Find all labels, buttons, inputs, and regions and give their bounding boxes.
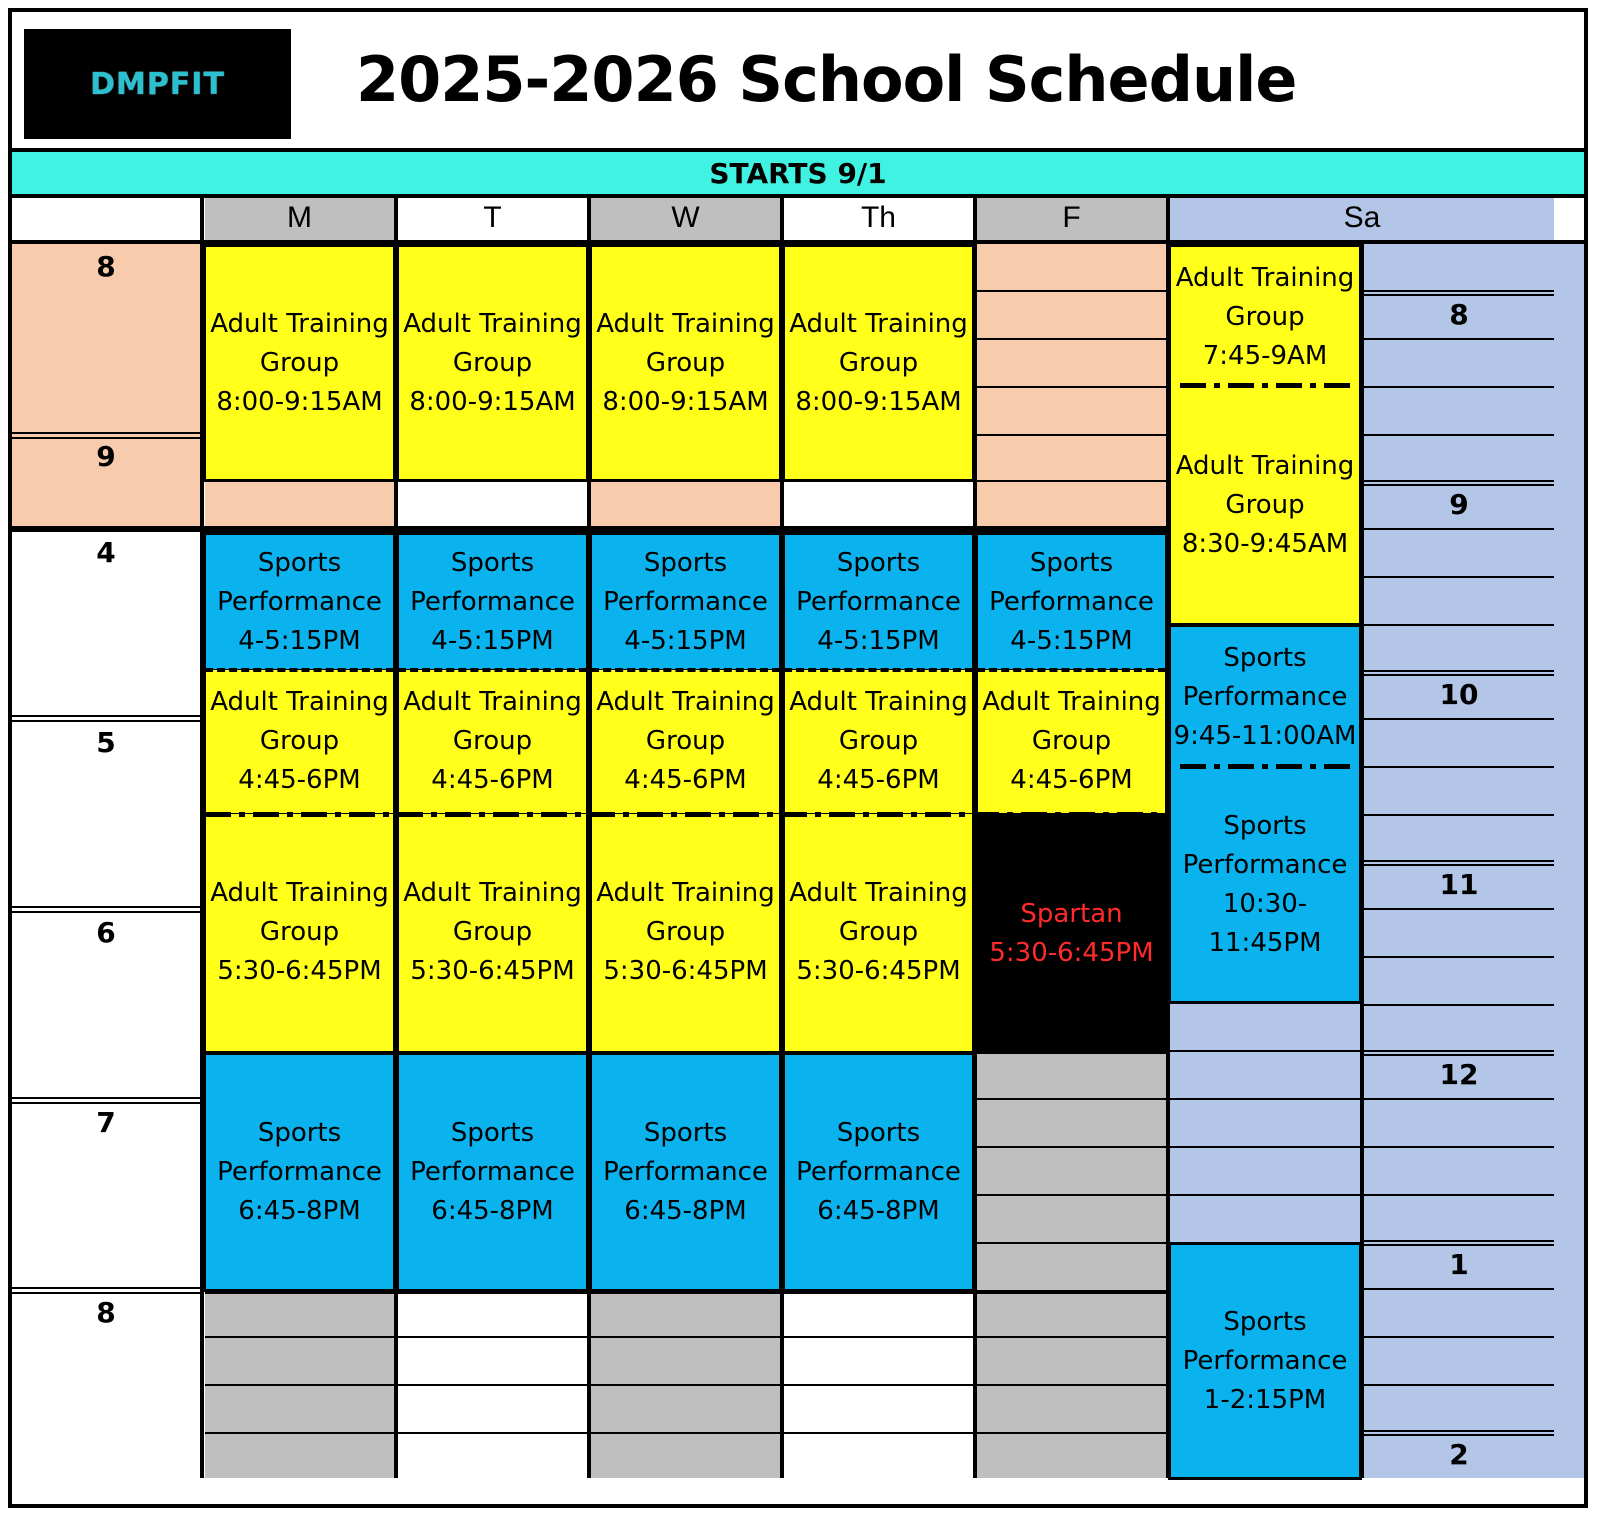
block-sub: Group [838, 347, 919, 378]
grid-rule [1364, 766, 1554, 768]
column-divider [394, 198, 398, 1478]
block-title: Sports [1029, 547, 1114, 578]
wed-morning-open [591, 480, 780, 526]
block-title: Spartan [1020, 899, 1123, 929]
block-title: Sports [257, 1117, 342, 1148]
sat-hour-label-2: 2 [1449, 1438, 1469, 1471]
mon-adult-training-445[interactable] [203, 670, 396, 816]
block-time: 4:45-6PM [431, 765, 554, 795]
block-title: Sports [1223, 810, 1307, 841]
page-title: 2025-2026 School Schedule [356, 43, 1297, 116]
thu-adult-training-445[interactable] [782, 670, 975, 816]
block-title: Sports [836, 1117, 921, 1148]
block-time: 6:45-8PM [817, 1195, 940, 1226]
block-title: Adult Training [789, 687, 968, 717]
block-title: Adult Training [403, 308, 582, 339]
hour-rule [12, 911, 200, 913]
block-sub: Group [1225, 302, 1305, 332]
thu-sports-performance-4pm[interactable] [782, 532, 975, 672]
block-time: 8:00-9:15AM [409, 386, 576, 417]
grid-rule [1364, 1288, 1554, 1290]
tue-adult-training-445[interactable] [396, 670, 589, 816]
grid-rule [1364, 576, 1554, 578]
grid-rule [977, 434, 1166, 436]
wed-adult-training-morning[interactable] [589, 244, 782, 482]
grid-rule [1364, 338, 1554, 340]
grid-rule [977, 1098, 1166, 1100]
thu-sports-performance-645[interactable] [782, 1052, 975, 1292]
friday-morning-open [977, 244, 1166, 526]
hour-label-8pm: 8 [96, 1296, 116, 1329]
block-title: Sports [450, 1117, 535, 1148]
block-sub: Performance [410, 1156, 575, 1187]
block-time-line2: 11:45PM [1208, 927, 1322, 958]
block-sub: Group [645, 347, 726, 378]
grid-rule [205, 1290, 1166, 1294]
sat-sports-performance-1pm[interactable] [1168, 1242, 1362, 1480]
grid-rule [1364, 484, 1554, 486]
grid-rule [977, 1146, 1166, 1148]
hour-rule [12, 906, 200, 908]
hour-rule [12, 1102, 200, 1104]
hour-rule [12, 1097, 200, 1099]
fri-sports-performance-4pm[interactable] [975, 532, 1168, 672]
grid-rule [1364, 290, 1554, 292]
grid-rule [1364, 956, 1554, 958]
day-header-monday: M [205, 198, 394, 240]
mon-adult-training-morning[interactable] [203, 244, 396, 482]
grid-rule [977, 290, 1166, 292]
grid-rule [977, 338, 1166, 340]
fri-adult-training-445[interactable] [975, 670, 1168, 816]
sat-hour-label-12: 12 [1439, 1058, 1479, 1091]
block-title: Adult Training [789, 308, 968, 339]
block-title: Adult Training [1175, 263, 1355, 293]
block-time: 4-5:15PM [238, 625, 361, 656]
block-time: 5:30-6:45PM [603, 956, 768, 986]
block-time: 4-5:15PM [1010, 625, 1133, 656]
grid-rule [977, 386, 1166, 388]
block-time: 8:00-9:15AM [602, 386, 769, 417]
grid-rule [1364, 1240, 1554, 1242]
day-header-wednesday: W [591, 198, 780, 240]
sat-hour-label-1: 1 [1449, 1248, 1469, 1281]
grid-rule [1364, 434, 1554, 436]
wed-adult-training-445[interactable] [589, 670, 782, 816]
block-title: Sports [450, 547, 535, 578]
logo-text: DMPFIT [90, 66, 225, 102]
block-time: 4:45-6PM [817, 765, 940, 795]
block-sub: Performance [410, 586, 575, 617]
block-sub: Group [259, 917, 340, 947]
block-sub: Performance [217, 586, 382, 617]
sat-sports-performance-945[interactable] [1168, 624, 1362, 768]
block-title: Adult Training [403, 878, 582, 908]
block-sub: Group [838, 726, 919, 756]
hour-rule [12, 437, 200, 439]
wed-sports-performance-4pm[interactable] [589, 532, 782, 672]
sat-adult-training-830[interactable] [1168, 388, 1362, 626]
block-title: Adult Training [596, 878, 775, 908]
grid-rule [1364, 624, 1554, 626]
block-time: 4:45-6PM [1010, 765, 1133, 795]
fri-spartan-530[interactable] [975, 814, 1168, 1054]
block-time: 6:45-8PM [238, 1195, 361, 1226]
column-divider [200, 198, 204, 1478]
sat-sports-performance-1030[interactable] [1168, 768, 1362, 1004]
grid-rule [1364, 386, 1554, 388]
block-sub: Performance [1182, 849, 1348, 880]
grid-rule [977, 1194, 1166, 1196]
grid-rule [1364, 1434, 1554, 1436]
block-title: Sports [1223, 1306, 1307, 1337]
day-header-thursday: Th [784, 198, 973, 240]
grid-rule [1364, 670, 1554, 672]
grid-rule [205, 1432, 1166, 1434]
grid-rule [1170, 1194, 1554, 1196]
block-title: Adult Training [596, 687, 775, 717]
block-title: Adult Training [210, 687, 389, 717]
hour-label-5pm: 5 [96, 726, 116, 759]
grid-rule [1364, 674, 1554, 676]
hour-label-6pm: 6 [96, 916, 116, 949]
block-time: 9:45-11:00AM [1173, 721, 1357, 751]
block-title: Adult Training [210, 878, 389, 908]
block-time: 8:30-9:45AM [1181, 529, 1349, 559]
mon-morning-open [205, 480, 394, 526]
column-divider [973, 198, 977, 1478]
hour-label-7pm: 7 [96, 1106, 116, 1139]
grid-rule [1170, 1098, 1554, 1100]
grid-rule [1364, 864, 1554, 866]
grid-rule [977, 480, 1166, 482]
morning-time-column [12, 244, 200, 526]
block-title: Adult Training [403, 687, 582, 717]
day-header-tuesday: T [398, 198, 587, 240]
hour-rule [12, 715, 200, 717]
block-time: 5:30-6:45PM [410, 956, 575, 986]
block-sub: Performance [796, 586, 961, 617]
block-sub: Group [452, 726, 533, 756]
tue-morning-open [398, 480, 587, 526]
hour-rule [12, 1292, 200, 1294]
tue-adult-training-530[interactable] [396, 814, 589, 1054]
grid-rule [205, 1336, 1166, 1338]
wed-sports-performance-645[interactable] [589, 1052, 782, 1292]
block-sub: Performance [989, 586, 1154, 617]
day-header-friday: F [977, 198, 1166, 240]
block-sub: Group [838, 917, 919, 947]
block-title: Sports [257, 547, 342, 578]
block-time: 5:30-6:45PM [796, 956, 961, 986]
block-time: 5:30-6:45PM [989, 938, 1154, 968]
block-time: 4-5:15PM [624, 625, 747, 656]
thu-adult-training-530[interactable] [782, 814, 975, 1054]
block-sub: Performance [1182, 1345, 1348, 1376]
grid-rule [1364, 480, 1554, 482]
block-time: 8:00-9:15AM [216, 386, 383, 417]
block-title: Sports [643, 1117, 728, 1148]
block-sub: Group [452, 347, 533, 378]
grid-rule [205, 1384, 1166, 1386]
grid-rule [1170, 1050, 1360, 1052]
grid-rule [1364, 528, 1554, 530]
block-title: Adult Training [1175, 451, 1355, 481]
block-title: Sports [836, 547, 921, 578]
block-time: 1-2:15PM [1203, 1384, 1327, 1415]
grid-rule [1170, 1146, 1554, 1148]
block-time: 8:00-9:15AM [795, 386, 962, 417]
overlap-dash-line [205, 668, 1166, 672]
overlap-dashdot-line [1180, 764, 1350, 769]
block-time: 7:45-9AM [1202, 341, 1328, 371]
grid-rule [1364, 1430, 1554, 1432]
grid-rule [1364, 294, 1554, 296]
tue-adult-training-morning[interactable] [396, 244, 589, 482]
block-time: 6:45-8PM [431, 1195, 554, 1226]
day-header-saturday: Sa [1170, 198, 1554, 240]
tue-sports-performance-4pm[interactable] [396, 532, 589, 672]
block-sub: Performance [796, 1156, 961, 1187]
block-sub: Group [645, 917, 726, 947]
sat-adult-training-745[interactable] [1168, 244, 1362, 388]
block-title: Sports [1223, 643, 1307, 673]
grid-rule [1364, 1050, 1554, 1052]
sat-hour-label-9: 9 [1449, 488, 1469, 521]
block-time: 4:45-6PM [624, 765, 747, 795]
friday-evening-open [977, 1054, 1166, 1478]
block-title: Adult Training [982, 687, 1161, 717]
block-sub: Group [259, 347, 340, 378]
hour-rule [12, 720, 200, 722]
sat-hour-label-11: 11 [1439, 868, 1479, 901]
grid-rule [1364, 814, 1554, 816]
column-divider [780, 198, 784, 1478]
grid-rule [1364, 1004, 1554, 1006]
hour-rule [12, 1287, 200, 1289]
block-title: Sports [643, 547, 728, 578]
overlap-dashdot-line [1180, 383, 1350, 388]
sat-hour-label-8: 8 [1449, 298, 1469, 331]
grid-rule [1364, 718, 1554, 720]
block-time: 6:45-8PM [624, 1195, 747, 1226]
block-time: 5:30-6:45PM [217, 956, 382, 986]
block-sub: Performance [1182, 682, 1348, 712]
overlap-dashdot-line [205, 812, 1166, 817]
mon-adult-training-530[interactable] [203, 814, 396, 1054]
block-time-line1: 10:30- [1222, 888, 1308, 919]
hour-rule [12, 432, 200, 434]
grid-rule [1364, 1054, 1554, 1056]
grid-rule [1364, 1384, 1554, 1386]
sat-hour-label-10: 10 [1439, 678, 1479, 711]
grid-rule [1364, 1244, 1554, 1246]
grid-rule [1364, 860, 1554, 862]
block-time: 4:45-6PM [238, 765, 361, 795]
column-divider [587, 198, 591, 1478]
hour-label-8am: 8 [96, 250, 116, 283]
thu-morning-open [784, 480, 973, 526]
grid-rule [977, 1242, 1166, 1244]
thu-adult-training-morning[interactable] [782, 244, 975, 482]
block-sub: Group [259, 726, 340, 756]
mon-sports-performance-4pm[interactable] [203, 532, 396, 672]
hour-label-4pm: 4 [96, 536, 116, 569]
wed-adult-training-530[interactable] [589, 814, 782, 1054]
block-title: Adult Training [596, 308, 775, 339]
block-title: Adult Training [210, 308, 389, 339]
tue-sports-performance-645[interactable] [396, 1052, 589, 1292]
block-sub: Performance [603, 1156, 768, 1187]
block-sub: Group [645, 726, 726, 756]
mon-sports-performance-645[interactable] [203, 1052, 396, 1292]
block-sub: Performance [217, 1156, 382, 1187]
block-sub: Performance [603, 586, 768, 617]
grid-rule [1364, 1336, 1554, 1338]
block-sub: Group [452, 917, 533, 947]
block-sub: Group [1225, 490, 1305, 520]
block-sub: Group [1031, 726, 1112, 756]
grid-rule [1364, 908, 1554, 910]
block-time: 4-5:15PM [817, 625, 940, 656]
dmpfit-logo [24, 29, 291, 139]
hour-label-9am: 9 [96, 440, 116, 473]
block-title: Adult Training [789, 878, 968, 908]
start-date-banner: STARTS 9/1 [12, 152, 1584, 194]
block-time: 4-5:15PM [431, 625, 554, 656]
